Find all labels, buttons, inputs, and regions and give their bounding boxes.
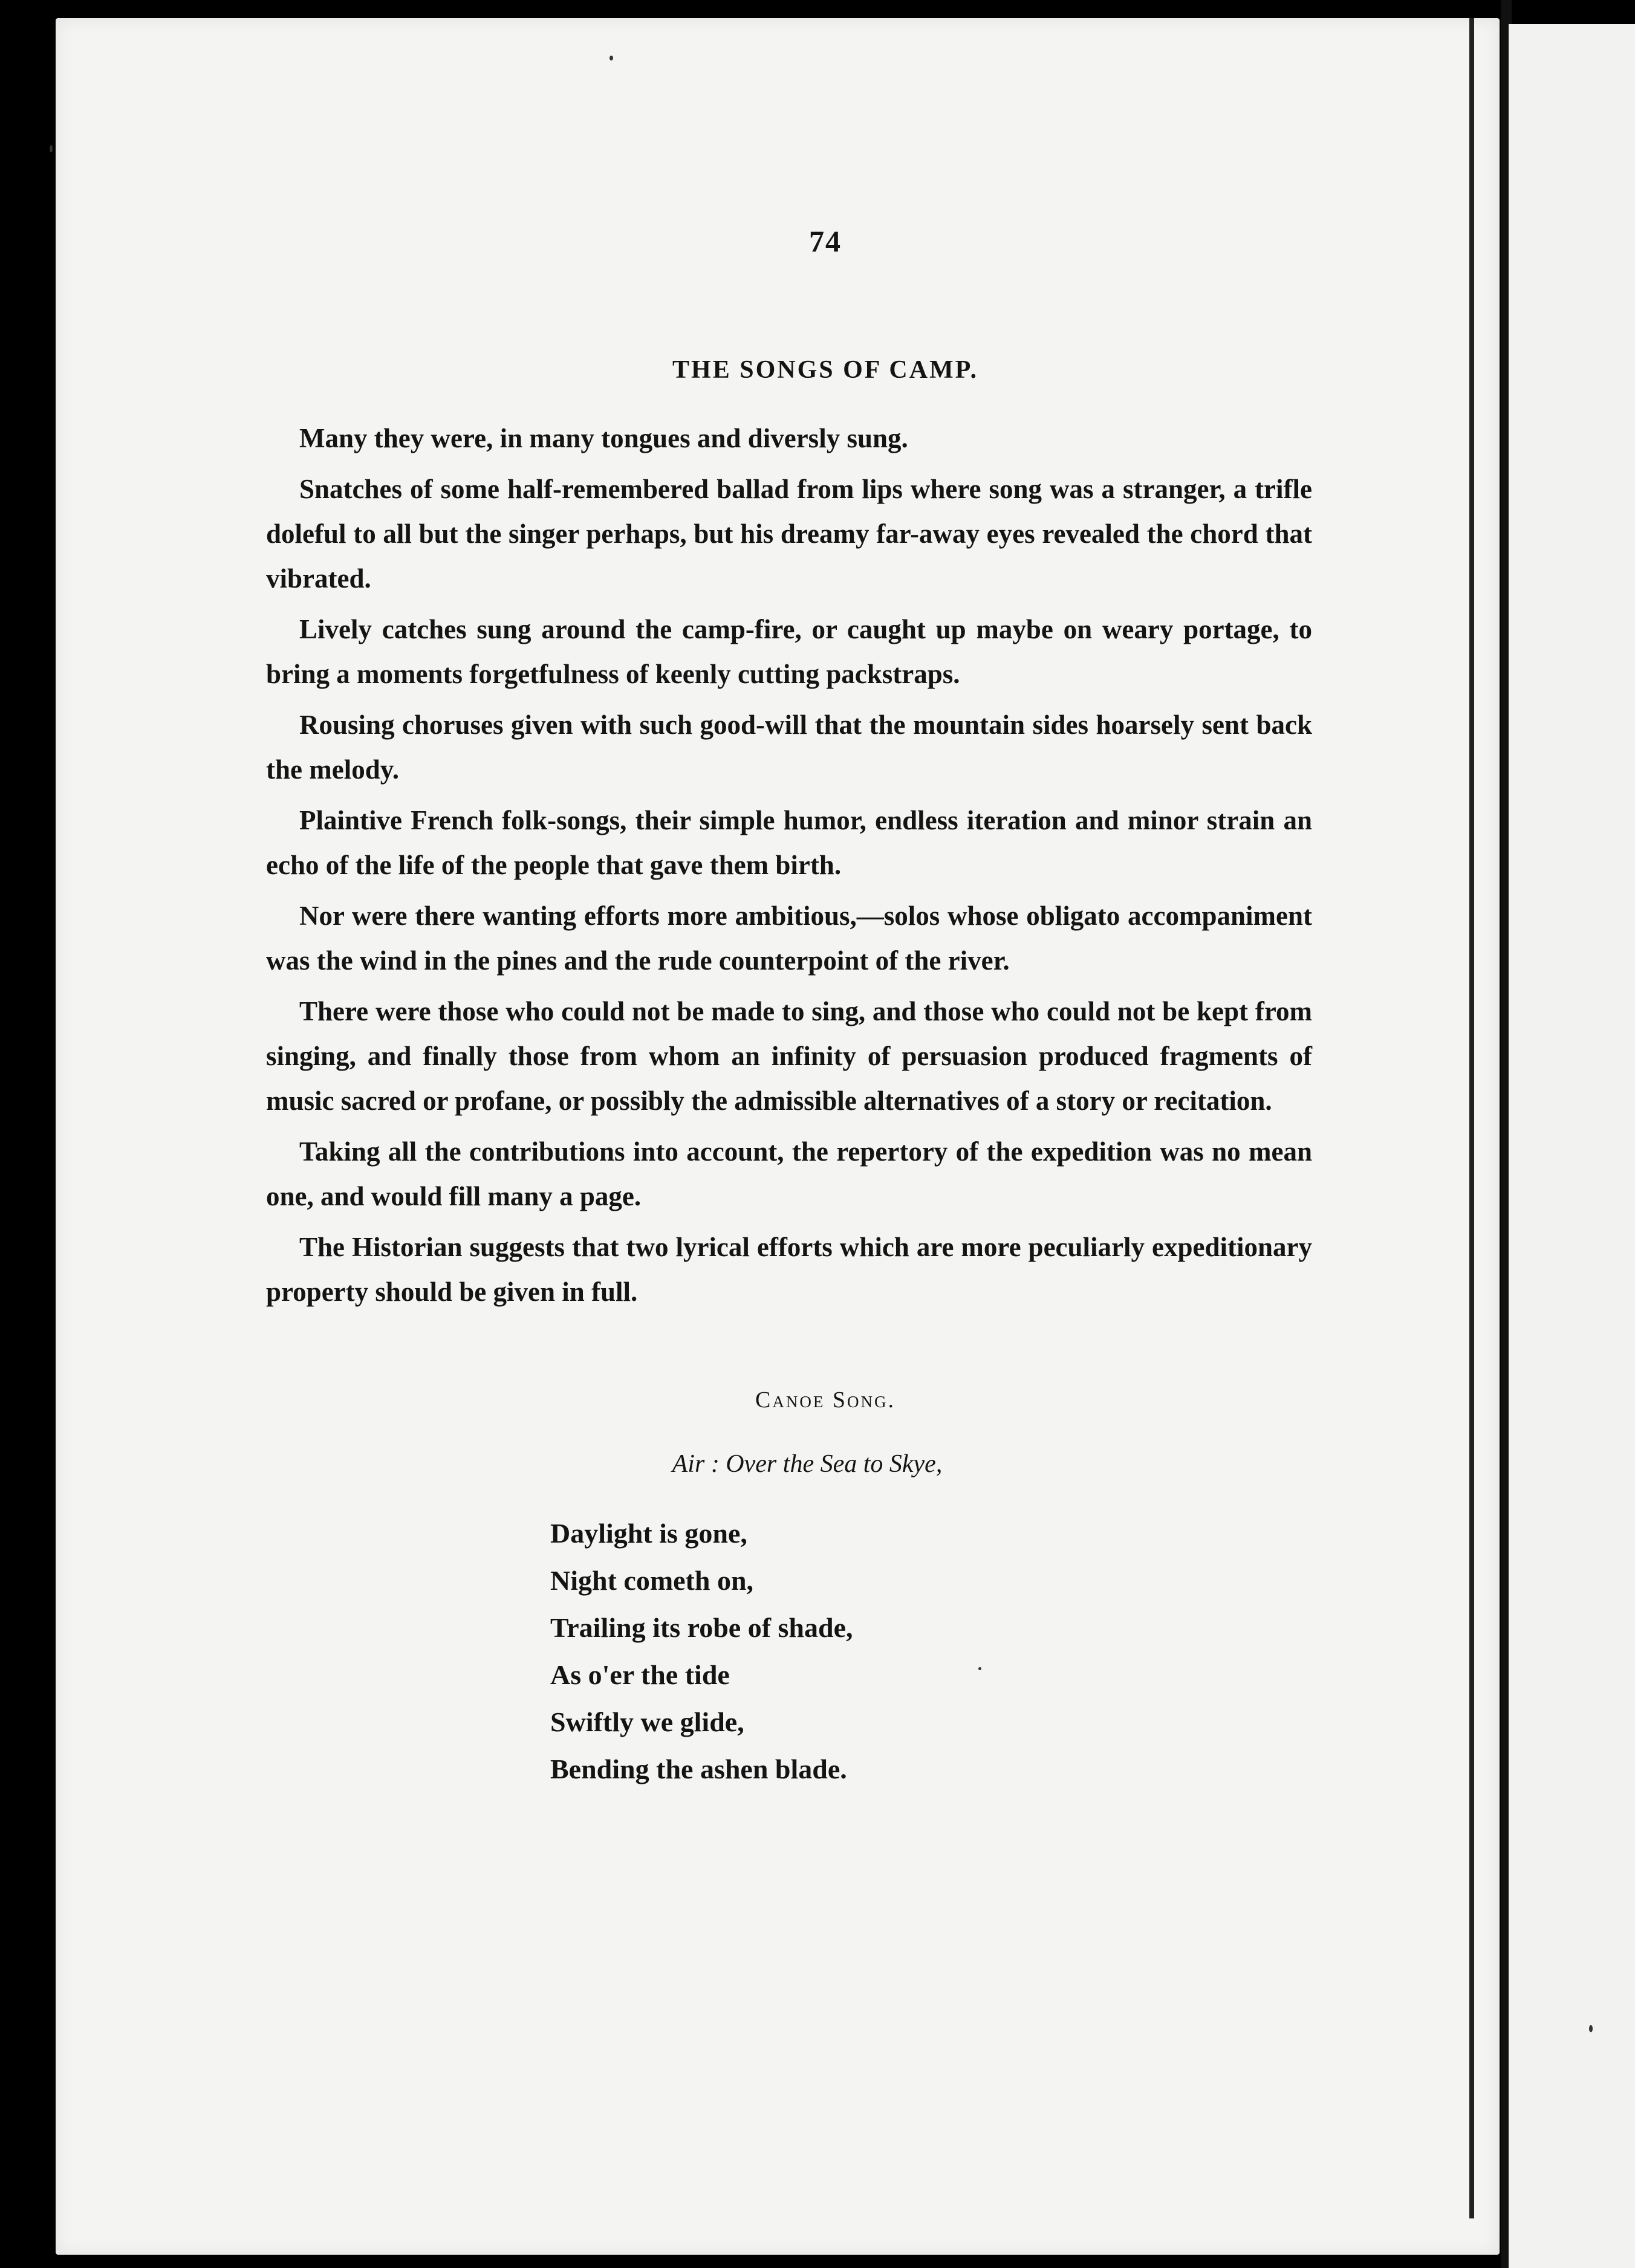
page-number: 74	[809, 224, 842, 258]
song-verse	[550, 1510, 1312, 1793]
paragraph: Plaintive French folk-songs, their simple humor, endless iteration and minor strain an echo of the life of the people that gave them birth.	[266, 805, 1312, 880]
paragraph: Rousing choruses given with such good-will that the mountain sides hoarsely sent back the melody.	[266, 710, 1312, 785]
scan-speck	[50, 145, 53, 152]
verse-line: Swiftly we glide,	[550, 1706, 744, 1737]
verse-line: Daylight is gone,	[550, 1518, 747, 1549]
paragraph: The Historian suggests that two lyrical efforts which are more peculiarly expeditionary property should be given in full.	[266, 1232, 1312, 1307]
song-title: Canoe Song.	[755, 1387, 896, 1413]
paragraph: Nor were there wanting efforts more ambitious,—solos whose obligato accompaniment was the wind in the pines and the rude counterpoint of the river.	[266, 901, 1312, 976]
paragraph: Snatches of some half-remembered ballad from lips where song was a stranger, a trifle doleful to all but the singer perhaps, but his dreamy far-away eyes revealed the chord that vibrated.	[266, 474, 1312, 594]
verse-line: As o'er the tide	[550, 1659, 730, 1690]
verse-line: Bending the ashen blade.	[550, 1754, 847, 1784]
verse-line: Night cometh on,	[550, 1565, 754, 1596]
verse-line: Trailing its robe of shade,	[550, 1612, 853, 1643]
paragraph: There were those who could not be made to sing, and those who could not be kept from singing, and finally those from whom an infinity of persuasion produced fragments of music sacred or profane, or possibly the admissible alternatives of a story or recitation.	[266, 996, 1312, 1116]
paragraph: Many they were, in many tongues and diversly sung.	[299, 423, 908, 453]
facing-page-edge	[1509, 24, 1635, 2268]
page-content	[266, 224, 1312, 1793]
section-title: THE SONGS OF CAMP.	[672, 356, 978, 384]
page-border-shadow	[1469, 18, 1474, 2218]
scan-speck	[609, 56, 613, 60]
scan-speck	[1589, 2025, 1593, 2032]
paragraph: Taking all the contributions into account, the repertory of the expedition was no mean one, and would fill many a page.	[266, 1136, 1312, 1211]
song-air: Air : Over the Sea to Skye,	[672, 1450, 943, 1478]
paragraph: Lively catches sung around the camp-fire, or caught up maybe on weary portage, to bring a moments forgetfulness of keenly cutting packstraps.	[266, 614, 1312, 689]
